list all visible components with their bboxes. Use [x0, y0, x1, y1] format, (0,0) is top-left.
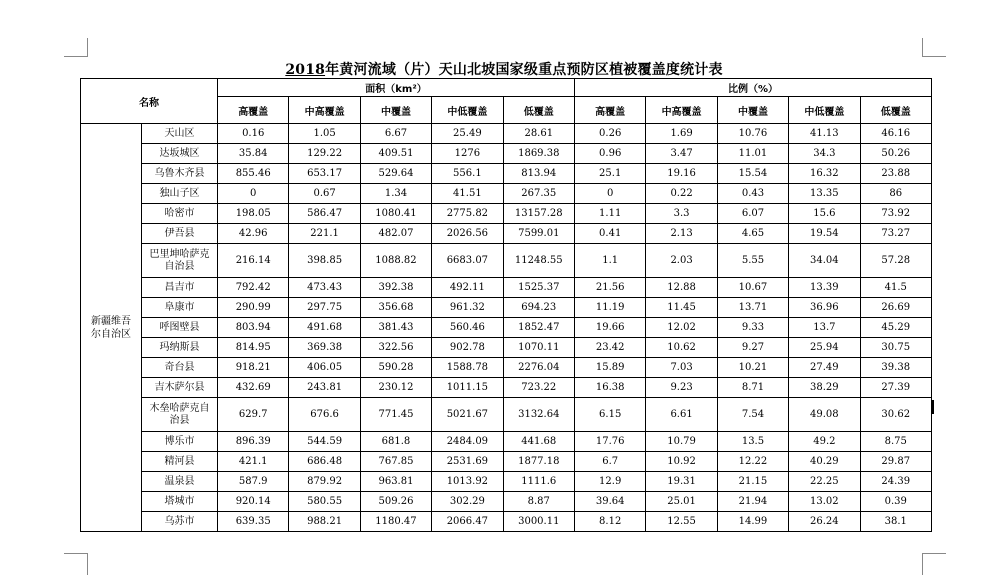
area-value: 813.94	[503, 164, 574, 184]
ratio-value: 38.29	[789, 378, 860, 398]
ratio-value: 7.03	[646, 358, 717, 378]
area-value: 902.78	[432, 338, 503, 358]
table-row	[81, 144, 932, 164]
ratio-category-header: 中覆盖	[717, 97, 788, 124]
table-row	[81, 318, 932, 338]
area-value: 28.61	[503, 124, 574, 144]
ratio-value: 10.79	[646, 432, 717, 452]
ratio-value: 40.29	[789, 452, 860, 472]
area-value: 13157.28	[503, 204, 574, 224]
ratio-value: 14.99	[717, 512, 788, 532]
ratio-value: 25.94	[789, 338, 860, 358]
ratio-value: 0.39	[860, 492, 931, 512]
county-name: 乌苏市	[142, 512, 218, 532]
ratio-value: 13.7	[789, 318, 860, 338]
ratio-value: 6.61	[646, 398, 717, 432]
area-value: 491.68	[289, 318, 360, 338]
area-value: 421.1	[218, 452, 289, 472]
county-name: 博乐市	[142, 432, 218, 452]
area-group-header: 面积（km²）	[218, 79, 575, 97]
area-value: 509.26	[360, 492, 431, 512]
county-name: 玛纳斯县	[142, 338, 218, 358]
area-value: 5021.67	[432, 398, 503, 432]
ratio-value: 50.26	[860, 144, 931, 164]
area-value: 1180.47	[360, 512, 431, 532]
crop-mark	[922, 56, 946, 57]
ratio-value: 45.29	[860, 318, 931, 338]
crop-mark	[922, 553, 946, 554]
ratio-value: 17.76	[574, 432, 645, 452]
county-name: 巴里坤哈萨克自治县	[142, 244, 218, 278]
ratio-value: 1.69	[646, 124, 717, 144]
table-row	[81, 358, 932, 378]
ratio-value: 26.69	[860, 298, 931, 318]
area-value: 3132.64	[503, 398, 574, 432]
ratio-category-header: 低覆盖	[860, 97, 931, 124]
table-row	[81, 204, 932, 224]
ratio-value: 41.5	[860, 278, 931, 298]
area-value: 639.35	[218, 512, 289, 532]
area-value: 42.96	[218, 224, 289, 244]
ratio-value: 13.5	[717, 432, 788, 452]
ratio-value: 16.32	[789, 164, 860, 184]
ratio-value: 0.43	[717, 184, 788, 204]
ratio-value: 19.66	[574, 318, 645, 338]
ratio-group-header: 比例（%）	[574, 79, 931, 97]
area-value: 629.7	[218, 398, 289, 432]
table-row	[81, 244, 932, 278]
ratio-value: 57.28	[860, 244, 931, 278]
area-value: 41.51	[432, 184, 503, 204]
area-value: 11248.55	[503, 244, 574, 278]
ratio-value: 15.6	[789, 204, 860, 224]
ratio-value: 46.16	[860, 124, 931, 144]
area-value: 681.8	[360, 432, 431, 452]
area-value: 792.42	[218, 278, 289, 298]
ratio-value: 26.24	[789, 512, 860, 532]
ratio-value: 9.23	[646, 378, 717, 398]
ratio-value: 25.1	[574, 164, 645, 184]
ratio-value: 49.2	[789, 432, 860, 452]
area-value: 0	[218, 184, 289, 204]
county-name: 达坂城区	[142, 144, 218, 164]
area-value: 855.46	[218, 164, 289, 184]
table-row	[81, 298, 932, 318]
area-value: 1111.6	[503, 472, 574, 492]
area-value: 473.43	[289, 278, 360, 298]
area-value: 586.47	[289, 204, 360, 224]
area-value: 6.67	[360, 124, 431, 144]
ratio-value: 21.94	[717, 492, 788, 512]
area-value: 556.1	[432, 164, 503, 184]
ratio-value: 38.1	[860, 512, 931, 532]
county-name: 吉木萨尔县	[142, 378, 218, 398]
ratio-value: 0	[574, 184, 645, 204]
county-name: 精河县	[142, 452, 218, 472]
area-value: 7599.01	[503, 224, 574, 244]
ratio-value: 10.92	[646, 452, 717, 472]
ratio-value: 34.3	[789, 144, 860, 164]
county-name: 阜康市	[142, 298, 218, 318]
ratio-value: 2.03	[646, 244, 717, 278]
area-value: 0.67	[289, 184, 360, 204]
ratio-value: 16.38	[574, 378, 645, 398]
table-row	[81, 224, 932, 244]
area-value: 694.23	[503, 298, 574, 318]
title-year: 2018	[285, 62, 326, 78]
ratio-value: 1.11	[574, 204, 645, 224]
area-value: 767.85	[360, 452, 431, 472]
ratio-value: 1.1	[574, 244, 645, 278]
area-category-header: 中低覆盖	[432, 97, 503, 124]
area-value: 653.17	[289, 164, 360, 184]
area-value: 392.38	[360, 278, 431, 298]
ratio-value: 12.9	[574, 472, 645, 492]
area-category-header: 中高覆盖	[289, 97, 360, 124]
table-row	[81, 452, 932, 472]
area-value: 2531.69	[432, 452, 503, 472]
crop-mark	[87, 553, 88, 575]
area-value: 6683.07	[432, 244, 503, 278]
area-category-header: 高覆盖	[218, 97, 289, 124]
county-name: 乌鲁木齐县	[142, 164, 218, 184]
ratio-value: 13.39	[789, 278, 860, 298]
table-title	[0, 59, 1008, 79]
name-header: 名称	[81, 79, 218, 124]
area-value: 1088.82	[360, 244, 431, 278]
area-value: 322.56	[360, 338, 431, 358]
table-row	[81, 492, 932, 512]
ratio-value: 86	[860, 184, 931, 204]
area-value: 963.81	[360, 472, 431, 492]
ratio-value: 29.87	[860, 452, 931, 472]
ratio-value: 10.21	[717, 358, 788, 378]
ratio-value: 12.88	[646, 278, 717, 298]
ratio-value: 23.42	[574, 338, 645, 358]
table-row	[81, 512, 932, 532]
ratio-value: 3.47	[646, 144, 717, 164]
area-value: 1276	[432, 144, 503, 164]
ratio-value: 0.96	[574, 144, 645, 164]
area-value: 676.6	[289, 398, 360, 432]
ratio-value: 27.39	[860, 378, 931, 398]
area-category-header: 中覆盖	[360, 97, 431, 124]
area-value: 8.87	[503, 492, 574, 512]
area-value: 1588.78	[432, 358, 503, 378]
area-value: 267.35	[503, 184, 574, 204]
ratio-value: 11.45	[646, 298, 717, 318]
ratio-value: 27.49	[789, 358, 860, 378]
ratio-value: 22.25	[789, 472, 860, 492]
area-value: 409.51	[360, 144, 431, 164]
area-value: 723.22	[503, 378, 574, 398]
area-value: 356.68	[360, 298, 431, 318]
table-row	[81, 472, 932, 492]
ratio-value: 15.54	[717, 164, 788, 184]
ratio-value: 23.88	[860, 164, 931, 184]
ratio-value: 41.13	[789, 124, 860, 144]
area-value: 198.05	[218, 204, 289, 224]
area-value: 2026.56	[432, 224, 503, 244]
ratio-value: 6.15	[574, 398, 645, 432]
area-value: 580.55	[289, 492, 360, 512]
ratio-value: 12.22	[717, 452, 788, 472]
county-name: 温泉县	[142, 472, 218, 492]
ratio-value: 8.12	[574, 512, 645, 532]
area-value: 1525.37	[503, 278, 574, 298]
area-value: 25.49	[432, 124, 503, 144]
table-row	[81, 432, 932, 452]
area-value: 771.45	[360, 398, 431, 432]
county-name: 独山子区	[142, 184, 218, 204]
area-value: 529.64	[360, 164, 431, 184]
area-value: 918.21	[218, 358, 289, 378]
ratio-value: 10.76	[717, 124, 788, 144]
ratio-value: 9.33	[717, 318, 788, 338]
area-value: 2484.09	[432, 432, 503, 452]
area-value: 492.11	[432, 278, 503, 298]
county-name: 塔城市	[142, 492, 218, 512]
county-name: 哈密市	[142, 204, 218, 224]
ratio-value: 9.27	[717, 338, 788, 358]
area-value: 1070.11	[503, 338, 574, 358]
area-value: 243.81	[289, 378, 360, 398]
ratio-value: 0.26	[574, 124, 645, 144]
county-name: 天山区	[142, 124, 218, 144]
county-name: 呼图壁县	[142, 318, 218, 338]
area-value: 544.59	[289, 432, 360, 452]
area-value: 896.39	[218, 432, 289, 452]
area-value: 290.99	[218, 298, 289, 318]
area-value: 814.95	[218, 338, 289, 358]
title-text: 年黄河流域（片）天山北坡国家级重点预防区植被覆盖度统计表	[325, 62, 723, 78]
ratio-category-header: 中高覆盖	[646, 97, 717, 124]
ratio-value: 73.27	[860, 224, 931, 244]
ratio-value: 34.04	[789, 244, 860, 278]
county-name: 木垒哈萨克自治县	[142, 398, 218, 432]
area-value: 1869.38	[503, 144, 574, 164]
area-value: 1.34	[360, 184, 431, 204]
area-value: 920.14	[218, 492, 289, 512]
ratio-value: 73.92	[860, 204, 931, 224]
area-value: 432.69	[218, 378, 289, 398]
area-value: 2276.04	[503, 358, 574, 378]
ratio-value: 4.65	[717, 224, 788, 244]
area-value: 230.12	[360, 378, 431, 398]
ratio-value: 2.13	[646, 224, 717, 244]
ratio-category-header: 中低覆盖	[789, 97, 860, 124]
ratio-value: 49.08	[789, 398, 860, 432]
ratio-value: 21.56	[574, 278, 645, 298]
ratio-value: 39.64	[574, 492, 645, 512]
county-name: 昌吉市	[142, 278, 218, 298]
ratio-value: 11.01	[717, 144, 788, 164]
ratio-category-header: 高覆盖	[574, 97, 645, 124]
ratio-value: 24.39	[860, 472, 931, 492]
area-value: 369.38	[289, 338, 360, 358]
ratio-value: 6.07	[717, 204, 788, 224]
area-value: 129.22	[289, 144, 360, 164]
area-value: 686.48	[289, 452, 360, 472]
crop-mark	[64, 553, 88, 554]
ratio-value: 13.02	[789, 492, 860, 512]
county-name: 奇台县	[142, 358, 218, 378]
ratio-value: 12.02	[646, 318, 717, 338]
area-value: 1011.15	[432, 378, 503, 398]
area-value: 587.9	[218, 472, 289, 492]
area-value: 3000.11	[503, 512, 574, 532]
ratio-value: 25.01	[646, 492, 717, 512]
area-value: 2066.47	[432, 512, 503, 532]
ratio-value: 8.75	[860, 432, 931, 452]
crop-mark	[922, 38, 923, 57]
text-cursor	[932, 400, 934, 414]
ratio-value: 0.41	[574, 224, 645, 244]
area-value: 1852.47	[503, 318, 574, 338]
area-value: 1080.41	[360, 204, 431, 224]
ratio-value: 6.7	[574, 452, 645, 472]
ratio-value: 13.71	[717, 298, 788, 318]
ratio-value: 13.35	[789, 184, 860, 204]
area-value: 302.29	[432, 492, 503, 512]
table-row	[81, 378, 932, 398]
ratio-value: 0.22	[646, 184, 717, 204]
area-value: 482.07	[360, 224, 431, 244]
ratio-value: 19.16	[646, 164, 717, 184]
area-value: 560.46	[432, 318, 503, 338]
area-value: 0.16	[218, 124, 289, 144]
ratio-value: 21.15	[717, 472, 788, 492]
area-value: 1877.18	[503, 452, 574, 472]
area-value: 398.85	[289, 244, 360, 278]
table-row	[81, 124, 932, 144]
ratio-value: 10.62	[646, 338, 717, 358]
area-value: 961.32	[432, 298, 503, 318]
crop-mark	[87, 38, 88, 57]
county-name: 伊吾县	[142, 224, 218, 244]
area-value: 988.21	[289, 512, 360, 532]
table-row	[81, 278, 932, 298]
ratio-value: 30.75	[860, 338, 931, 358]
ratio-value: 30.62	[860, 398, 931, 432]
ratio-value: 5.55	[717, 244, 788, 278]
ratio-value: 15.89	[574, 358, 645, 378]
area-value: 2775.82	[432, 204, 503, 224]
area-value: 803.94	[218, 318, 289, 338]
ratio-value: 36.96	[789, 298, 860, 318]
table-row	[81, 184, 932, 204]
area-value: 406.05	[289, 358, 360, 378]
area-value: 35.84	[218, 144, 289, 164]
ratio-value: 7.54	[717, 398, 788, 432]
area-value: 221.1	[289, 224, 360, 244]
table-row	[81, 398, 932, 432]
region-cell: 新疆维吾尔自治区	[81, 124, 142, 532]
ratio-value: 3.3	[646, 204, 717, 224]
area-value: 297.75	[289, 298, 360, 318]
ratio-value: 39.38	[860, 358, 931, 378]
area-category-header: 低覆盖	[503, 97, 574, 124]
area-value: 216.14	[218, 244, 289, 278]
area-value: 1013.92	[432, 472, 503, 492]
ratio-value: 8.71	[717, 378, 788, 398]
crop-mark	[922, 553, 923, 575]
ratio-value: 19.31	[646, 472, 717, 492]
area-value: 879.92	[289, 472, 360, 492]
ratio-value: 19.54	[789, 224, 860, 244]
area-value: 381.43	[360, 318, 431, 338]
crop-mark	[64, 56, 88, 57]
area-value: 1.05	[289, 124, 360, 144]
ratio-value: 12.55	[646, 512, 717, 532]
ratio-value: 10.67	[717, 278, 788, 298]
area-value: 590.28	[360, 358, 431, 378]
area-value: 441.68	[503, 432, 574, 452]
ratio-value: 11.19	[574, 298, 645, 318]
coverage-table	[80, 78, 932, 532]
table-row	[81, 338, 932, 358]
table-row	[81, 164, 932, 184]
